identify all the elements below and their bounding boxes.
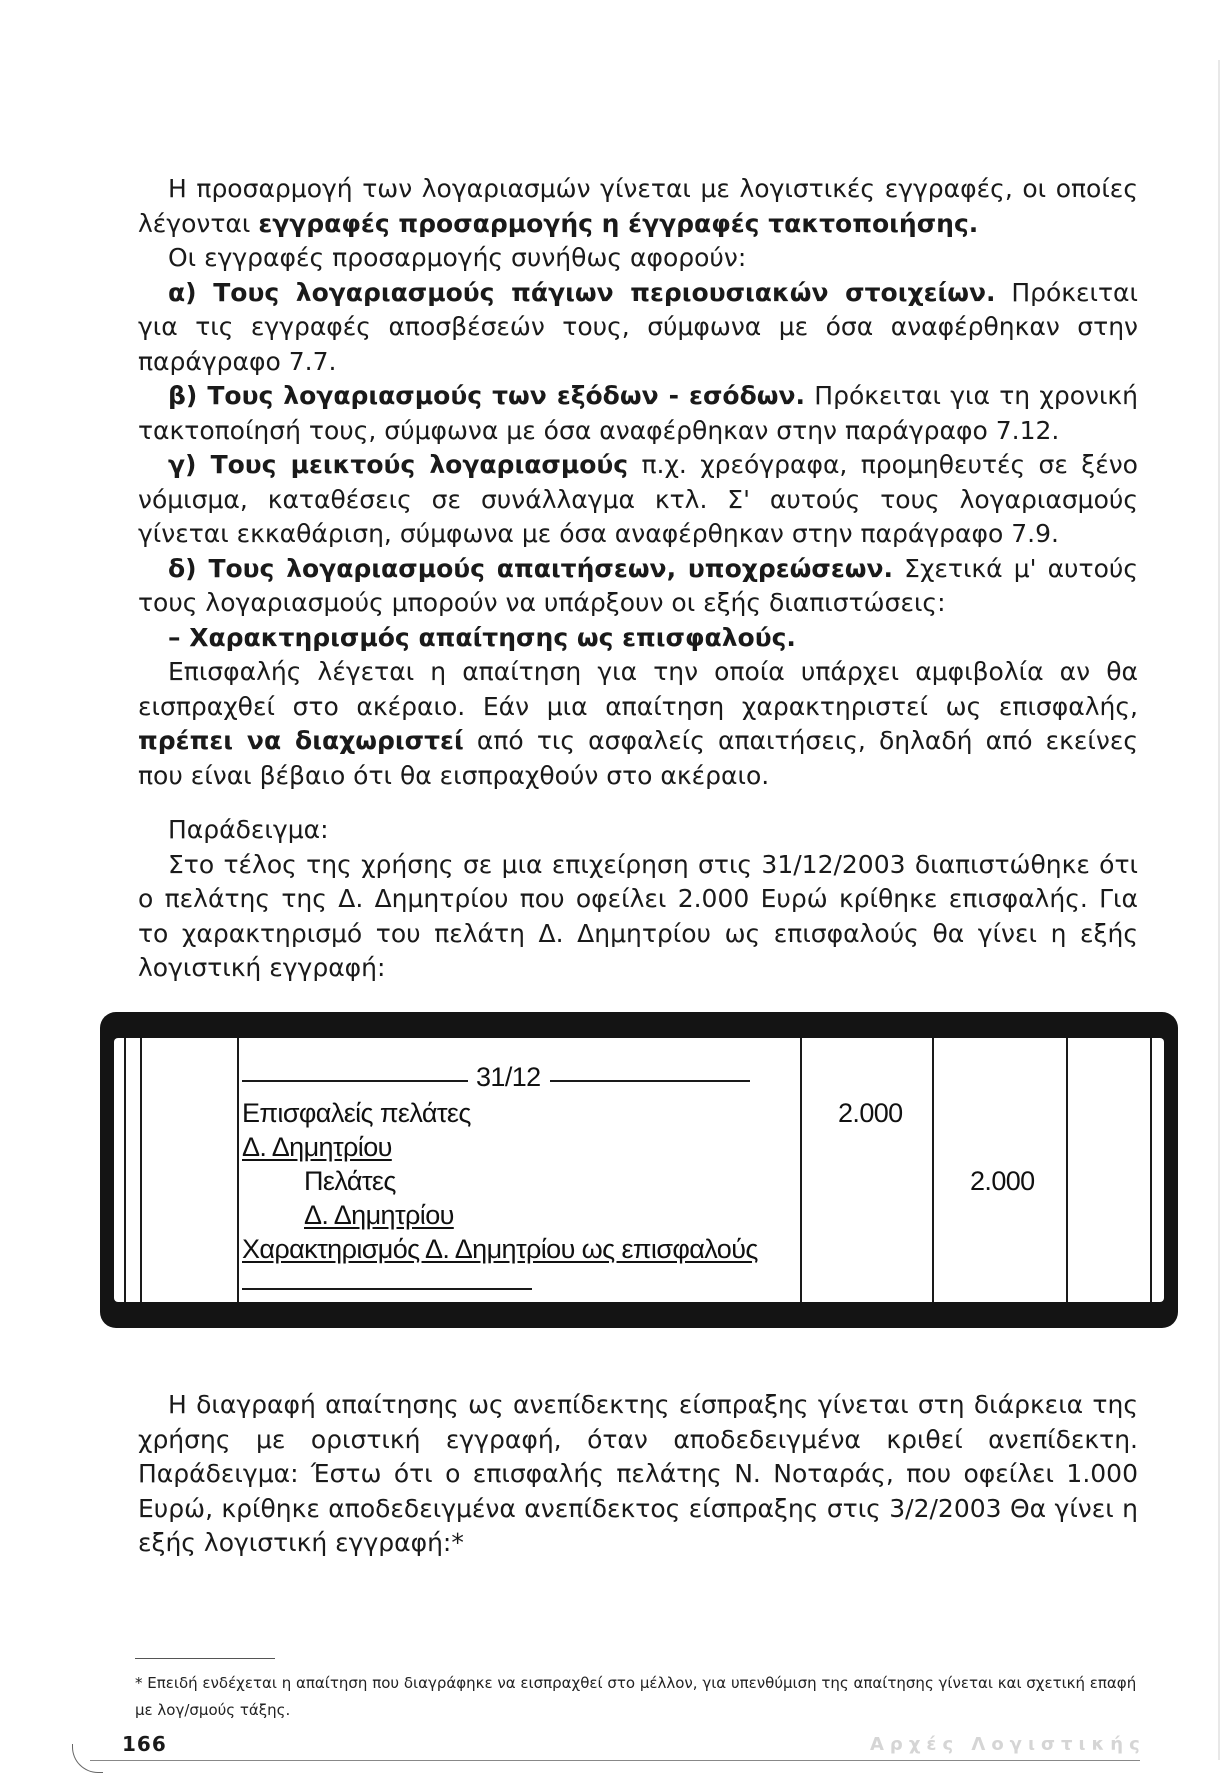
doubtful-paragraph <box>138 655 1138 793</box>
item-a-text: Πρόκειται για τις εγγραφές αποσβέσεών τους, σύμφωνα με όσα αναφέρθηκαν στην παράγραφο 7.7. <box>138 277 1138 376</box>
debit-account: Επισφαλείς πελάτες <box>242 1098 471 1128</box>
intro-text: Η προσαρμογή των λογαριασμών γίνεται με λογιστικές εγγραφές, οι οποίες λέγονται <box>138 174 1138 238</box>
running-title: Αρχές Λογιστικής <box>870 1734 1146 1755</box>
doubtful-heading: – Χαρακτηρισμός απαίτησης ως επισφαλούς. <box>168 622 796 652</box>
credit-amount: 2.000 <box>970 1166 1035 1196</box>
date-rule-left <box>242 1080 468 1082</box>
intro-bold-term: εγγραφές προσαρμογής η έγγραφές τακτοποιήσης. <box>258 208 979 238</box>
doubtful-text-1: Επισφαλής λέγεται η απαίτηση για την οποία υπάρχει αμφιβολία αν θα εισπραχθεί στο ακέραιο. Εάν μια απαίτηση χαρακτηριστεί ως επισφαλής, <box>138 657 1138 721</box>
paragraph-intro <box>138 172 1138 241</box>
item-a-heading: α) Τους λογαριασμούς πάγιων περιουσιακών στοιχείων. <box>168 277 996 307</box>
item-c <box>138 448 1138 552</box>
doubtful-bold: πρέπει να διαχωριστεί <box>138 726 464 755</box>
footer-curve <box>72 1744 103 1773</box>
journal-entry-box <box>100 1012 1178 1328</box>
item-d-text: Σχετικά μ' αυτούς τους λογαριασμούς μπορούν να υπάρξουν οι εξής διαπιστώσεις: <box>138 553 1139 617</box>
column-line <box>1150 1038 1152 1302</box>
date-rule-right <box>550 1080 750 1082</box>
writeoff-paragraph: Η διαγραφή απαίτησης ως ανεπίδεκτης είσπραξης γίνεται στη διάρκεια της χρήσης με οριστική εγγραφή, όταν αποδεδειγμένα κριθεί ανεπίδεκτη. Παράδειγμα: Έστω ότι ο επισφαλής πελάτης Ν. Νοταράς, που οφείλει 1.000 Ευρώ, κρίθηκε αποδεδειγμένα ανεπίδεκτος είσπραξης στις 3/2/2003 Θα γίνει η εξής λογιστική εγγραφή:* <box>138 1390 1138 1557</box>
example-text: Στο τέλος της χρήσης σε μια επιχείρηση στις 31/12/2003 διαπιστώθηκε ότι ο πελάτης της Δ. Δημητρίου που οφείλει 2.000 Ευρώ κρίθηκε επισφαλής. Για το χαρακτηρισμό του πελάτη Δ. Δημητρίου ως επισφαλούς θα γίνει η εξής λογιστική εγγραφή: <box>138 849 1138 982</box>
example-label: Παράδειγμα: <box>168 815 329 844</box>
page-edge-line <box>1218 60 1220 1760</box>
spacer <box>138 793 1138 813</box>
column-line <box>1066 1038 1068 1302</box>
item-b-text: Πρόκειται για τη χρονική τακτοποίησή τους, σύμφωνα με όσα αναφέρθηκαν στην παράγραφο 7.12. <box>138 381 1138 445</box>
item-a <box>138 276 1138 380</box>
item-b-heading: β) Τους λογαριασμούς των εξόδων - εσόδων. <box>168 381 806 410</box>
column-line <box>237 1038 239 1302</box>
item-c-heading: γ) Τους μεικτούς λογαριασμούς <box>168 450 629 479</box>
closing-rule <box>242 1288 532 1290</box>
credit-account: Πελάτες <box>304 1166 396 1196</box>
entry-description: Χαρακτηρισμός Δ. Δημητρίου ως επισφαλούς <box>242 1234 758 1264</box>
entry-date: 31/12 <box>476 1062 541 1092</box>
item-b <box>138 379 1138 448</box>
paragraph-list-intro: Οι εγγραφές προσαρμογής συνήθως αφορούν: <box>168 243 747 272</box>
item-d-heading: δ) Τους λογαριασμούς απαιτήσεων, υποχρεώσεων. <box>168 553 894 583</box>
doubtful-text-2: από τις ασφαλείς απαιτήσεις, δηλαδή από εκείνες που είναι βέβαιο ότι θα εισπραχθούν στο ακέραιο. <box>138 726 1139 790</box>
column-line <box>140 1038 142 1302</box>
footnote-rule <box>135 1658 275 1659</box>
body-text <box>138 172 1138 986</box>
page-number: 166 <box>122 1732 167 1756</box>
column-line <box>124 1038 126 1302</box>
debit-subaccount: Δ. Δημητρίου <box>242 1132 392 1162</box>
footnote: * Επειδή ενδέχεται η απαίτηση που διαγράφηκε να εισπραχθεί στο μέλλον, για υπενθύμιση της απαίτησης γίνεται και σχετική επαφή με λογ/σμούς τάξης. <box>135 1674 1137 1719</box>
credit-subaccount: Δ. Δημητρίου <box>304 1200 454 1230</box>
debit-amount: 2.000 <box>838 1098 903 1128</box>
journal-entry-inner <box>114 1038 1164 1302</box>
column-line <box>932 1038 934 1302</box>
column-line <box>800 1038 802 1302</box>
footer-line <box>90 1760 1140 1761</box>
item-d <box>138 552 1138 621</box>
body-text-2 <box>138 1388 1138 1561</box>
item-c-text: π.χ. χρεόγραφα, προμηθευτές σε ξένο νόμισμα, καταθέσεις σε συνάλλαγμα κτλ. Σ' αυτούς τους λογαριασμούς γίνεται εκκαθάριση, σύμφωνα με όσα αναφέρθηκαν στην παράγραφο 7.9. <box>138 450 1138 548</box>
